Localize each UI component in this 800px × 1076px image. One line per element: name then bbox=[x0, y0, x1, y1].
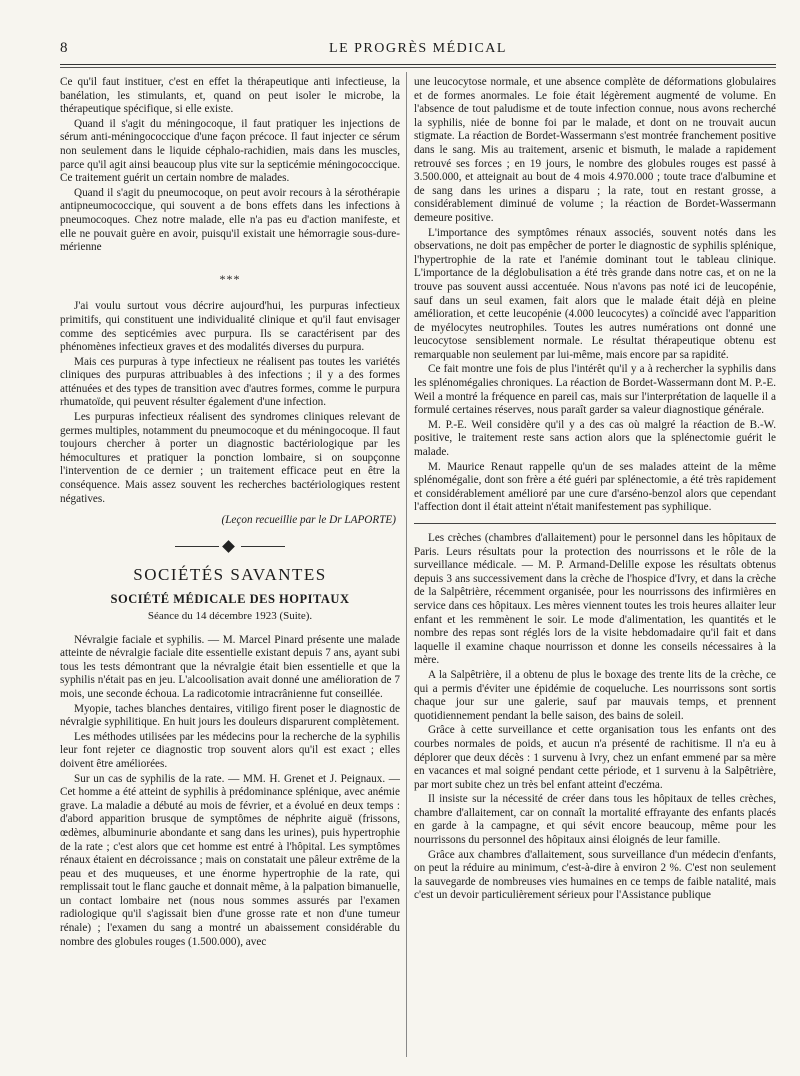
page-number: 8 bbox=[60, 40, 68, 56]
paragraph: M. P.-E. Weil considère qu'il y a des cas où malgré la réaction de B.-W. positive, le traitement reste sans action alors que la splénectomie guérit le malade. bbox=[414, 418, 776, 459]
page-header bbox=[60, 40, 776, 62]
left-column bbox=[60, 76, 400, 950]
journal-title: LE PROGRÈS MÉDICAL bbox=[329, 41, 507, 56]
paragraph: Ce fait montre une fois de plus l'intérêt qu'il y a à rechercher la syphilis dans les splénomégalies chroniques. La réaction de Bordet-Wassermann dont M. P.-E. Weil a montré la fréquence en pareil cas, mais sur l'interprétation de laquelle il a formulé certaines réserves, nous paraît garder sa valeur diagnostique générale. bbox=[414, 363, 776, 417]
paragraph: Myopie, taches blanches dentaires, vitiligo firent poser le diagnostic de névralgie syphilitique. En huit jours les douleurs disparurent complètement. bbox=[60, 702, 400, 729]
header-rule-double bbox=[60, 67, 776, 68]
separator-rule bbox=[414, 523, 776, 524]
ornament-divider bbox=[175, 542, 285, 552]
column-divider bbox=[406, 72, 407, 1057]
lecture-signature: (Leçon recueillie par le Dr LAPORTE) bbox=[221, 514, 396, 527]
ornament-line bbox=[175, 546, 219, 547]
paragraph: Mais ces purpuras à type infectieux ne réalisent pas toutes les variétés cliniques des purpuras attribuables à des infections ; il y a des formes atténuées et des types de transition avec d'autres formes, comme le purpura rhumatoïde, qui peuvent résulter également d'une infection. bbox=[60, 355, 400, 409]
paragraph: Il insiste sur la nécessité de créer dans tous les hôpitaux de telles crèches, chambre d'allaitement, car on connaît la mortalité effrayante des enfants placés en garde à la campagne, et qui sévit encore beaucoup, même pour les nourrissons du personnel des hôpitaux ainsi éloignés de leur famille. bbox=[414, 793, 776, 847]
paragraph: A la Salpêtrière, il a obtenu de plus le boxage des trente lits de la crèche, ce qui a permis d'éviter une épidémie de coqueluche. Les nourrissons sont sortis chaque jour sur une galerie, sauf par mauvais temps, et prennent quotidiennement pendant la belle saison, des bains de soleil. bbox=[414, 668, 776, 722]
ornament-line bbox=[241, 546, 285, 547]
paragraph: Sur un cas de syphilis de la rate. — MM. H. Grenet et J. Peignaux. — Cet homme a été atteint de syphilis à prédominance splénique, avec anémie grave. La maladie a débuté au mois de février, et a évolué en deux temps : d'abord apparition brusque de symptômes de néphrite aiguë (frissons, œdèmes, albuminurie abondante et sang dans les urines), puis hypertrophie de la rate ; c'est alors que cet homme est entré à l'hôpital. Les symptômes rénaux étaient en décroissance ; mais on constatait une pâleur extrême de la peau et des muqueuses, et une énorme hypertrophie de la rate, qui remplissait tout le flanc gauche et donnait même, à la palpation bimanuelle, un contact lombaire net (nous nous sommes assurés par l'examen radiologique qu'il s'agissait bien d'une grosse rate et non d'une tumeur rénale) ; l'examen du sang a montré un abaissement considérable du nombre des globules rouges (1.500.000), avec bbox=[60, 772, 400, 948]
paragraph: Les méthodes utilisées par les médecins pour la recherche de la syphilis leur font rejeter ce diagnostic trop souvent alors qu'il est exact ; elles doivent être améliorées. bbox=[60, 730, 400, 770]
paragraph: Quand il s'agit du méningocoque, il faut pratiquer les injections de sérum anti-méningococcique d'une façon précoce. Il faut injecter ce sérum non seulement dans le liquide céphalo-rachidien, mais dans les muscles, parce qu'il agit ainsi beaucoup plus vite sur la septicémie méningococcique. Ce traitement guérit un certain nombre de malades. bbox=[60, 117, 400, 185]
session-date: Séance du 14 décembre 1923 (Suite). bbox=[147, 610, 313, 622]
ornament-diamond-icon bbox=[222, 540, 235, 553]
paragraph: Grâce à cette surveillance et cette organisation tous les enfants ont des courbes normales de poids, et aucun n'a présenté de rachitisme. Il n'a eu à déplorer que deux décès : 1 survenu à Ivry, chez un enfant emmené par sa mère en vacances et mal soigné pendant cette période, et 1 survenu à la Salpêtrière, par mort subite chez un très bel enfant atteint d'eczéma. bbox=[414, 724, 776, 791]
header-rule bbox=[60, 64, 776, 65]
paragraph: J'ai voulu surtout vous décrire aujourd'hui, les purpuras infectieux primitifs, qui constituent une individualité clinique et qu'il faut envisager comme des septicémies avec purpura. Ils se caractérisent par des phénomènes infectieux graves et des modalités diverses du purpura. bbox=[60, 300, 400, 354]
paragraph: Les purpuras infectieux réalisent des syndromes cliniques relevant de germes multiples, notamment du pneumocoque et du méningocoque. Il faut toujours chercher à porter un diagnostic bactériologique par les hémocultures et pratiquer la ponction lombaire, si on soupçonne l'intervention de ce dernier ; un traitement efficace peut en être la conséquence. Mais assez souvent les recherches bactériologiques restent négatives. bbox=[60, 411, 400, 505]
section-title: SOCIÉTÉS SAVANTES bbox=[133, 564, 327, 584]
paragraph: Les crèches (chambres d'allaitement) pour le personnel dans les hôpitaux de Paris. Leurs résultats pour la protection des nourrissons et le rôle de la surveillance médicale. — M. P. Armand-Delille expose les résultats obtenus depuis 3 ans successivement dans la crèche de l'hospice d'Ivry, et dans la crèche de la Salpêtrière, récemment organisée, pour les nourrissons des infirmières en service dans ces hôpitaux. Les mères viennent toutes les trois heures allaiter leur enfant et les remmènent le soir. Le mode d'alimentation, les quantités et le nombre des repas sont réglés lors de la visite hebdomadaire qu'il fait et dans laquelle il examine chaque nourrisson et donne les conseils nécessaires à la mère. bbox=[414, 532, 776, 667]
paragraph: Quand il s'agit du pneumocoque, on peut avoir recours à la sérothérapie antipneumococcique, qui souvent a de bons effets dans les infections à pneumocoques. Chez notre malade, elle n'a pas eu d'action manifeste, et elle ne pouvait guère en avoir, puisqu'il existait une hémorragie sous-dure-mérienne bbox=[60, 186, 400, 254]
paragraph: L'importance des symptômes rénaux associés, souvent notés dans les observations, ne doit pas empêcher de porter le diagnostic de syphilis splénique, l'hypertrophie de la rate et l'anémie dominant tout le tableau clinique. L'importance de la déglobulisation a été très grande dans notre cas, et on ne la trouve pas souvent aussi accentuée. Nous n'avons pas noté ici de leucopénie, sauf dans un seul examen, fait alors que le malade était déjà en pleine amélioration, et cette leucopénie (4.000 leucocytes) a coïncidé avec l'apparition de myélocytes neutrophiles. Toutes les autres numérations ont donné une leucocytose sensiblement normale. Le résultat thérapeutique obtenu est remarquable non seulement par lui-même, mais encore par sa rapidité. bbox=[414, 226, 776, 361]
paragraph: Grâce aux chambres d'allaitement, sous surveillance d'un médecin d'enfants, on peut la réduire au minimum, c'est-à-dire à environ 2 %. C'est non seulement la sauvegarde de nombreuses vies humaines en ce temps de faible natalité, mais c'est un devoir particulièrement sérieux pour l'Assistance publique bbox=[414, 848, 776, 902]
paragraph: Névralgie faciale et syphilis. — M. Marcel Pinard présente une malade atteinte de névralgie faciale dite essentielle existant depuis 7 ans, ayant subi tous les tests démontrant que la névralgie était bien essentielle et que la syphilis n'était pas en jeu. L'alcoolisation avait donné une amélioration de 7 mois, une seconde échoua. La radicotomie intracrânienne fut conseillée. bbox=[60, 633, 400, 700]
section-break-asterisks: *** bbox=[219, 271, 241, 286]
right-column bbox=[414, 76, 776, 904]
paragraph: Ce qu'il faut instituer, c'est en effet la thérapeutique anti infectieuse, la banélation, les stimulants, et, quand on peut isoler le microbe, la thérapeutique spécifique, si elle existe. bbox=[60, 76, 400, 116]
paragraph: M. Maurice Renaut rappelle qu'un de ses malades atteint de la même splénomégalie, dont son frère a été guéri par splénectomie, a été très rapidement et considérablement amélioré par une cure d'arséno-benzol alors que cependant l'affection dont il était atteint n'était manifestement pas syphilique. bbox=[414, 460, 776, 514]
society-title: SOCIÉTÉ MÉDICALE DES HOPITAUX bbox=[110, 592, 350, 607]
paragraph: une leucocytose normale, et une absence complète de déformations globulaires et de formes anormales. Le foie était légèrement augmenté de volume. En l'absence de tout paludisme et de toute infection connue, nous avons recherché la syphilis, niée de bonne foi par le malade, et dont on ne trouvait aucun stigmate. La réaction de Bordet-Wassermann s'est montrée franchement positive dans le sang. Mis au traitement, arsenic et bismuth, le malade a rapidement retrouvé ses forces ; en 19 jours, le nombre des globules rouges est passé à 3.500.000, et atteignait au bout de 4 mois 4.970.000 ; toute trace d'albumine et de sang dans les urines a disparu ; la rate, tout en restant grosse, a considérablement diminué de volume ; la réaction de Bordet-Wassermann demeure positive. bbox=[414, 76, 776, 224]
